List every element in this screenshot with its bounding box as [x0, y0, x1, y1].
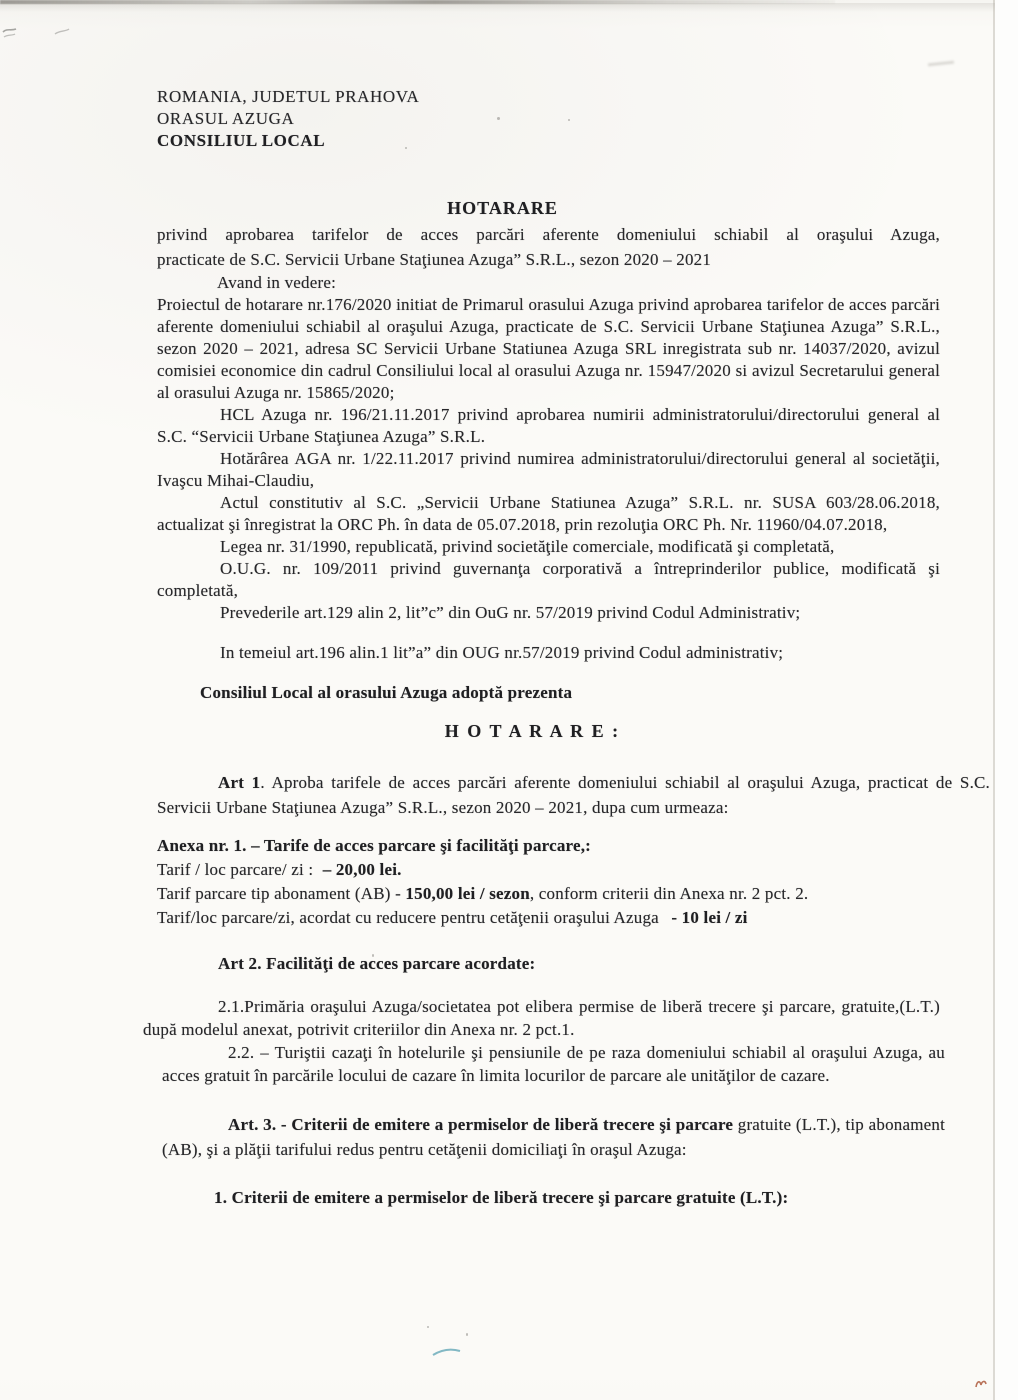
red-ink-mark-icon [974, 1377, 988, 1391]
tarif-line-zi [157, 858, 940, 882]
page-fold-line [993, 0, 995, 1400]
tarif-abonament-pre: Tarif parcare tip abonament (AB) - [157, 884, 406, 903]
paragraph-prevederile: Prevederile art.129 alin 2, lit”c” din OuG nr. 57/2019 privind Codul Administrativ; [220, 603, 801, 622]
article-3-bold: Art. 3. - Criterii de emitere a permiselor de liberă trecere şi parcare [228, 1115, 734, 1134]
doc-title: HOTARARE [447, 198, 558, 218]
tarif-redus-pre: Tarif/loc parcare/zi, acordat cu reducere pentru cetăţenii oraşului Azuga [157, 908, 664, 927]
pencil-tick-icon [54, 27, 70, 37]
article-1-text: . Aproba tarifele de acces parcări aferente domeniului schiabil al oraşului Azuga, practicat de S.C. Servicii Urbane Staţiunea Azuga” S.R.L., sezon 2020 – 2021, dupa cum urmeaza: [157, 773, 991, 817]
header-city-line: ORASUL AZUGA [157, 109, 295, 128]
paper-speck [466, 1333, 468, 1336]
paragraph-2-2: 2.2. – Turiştii cazaţi în hotelurile şi pensiunile de pe raza domeniului schiabil al oraşului Azuga, au acces gratuit în parcările locului de cazare în limita locurilor de parcare ale unităţilor de cazare. [162, 1043, 945, 1085]
tarif-zi-label: Tarif / loc parcare/ zi : [157, 860, 318, 879]
anexa-1-block [157, 834, 940, 930]
paper-smudge [928, 61, 954, 67]
paragraph-act-constitutiv: Actul constitutiv al S.C. „Servicii Urbane Statiunea Azuga” S.R.L. nr. SUSA 603/28.06.2018, actualizat şi înregistrat la ORC Ph. în data de 05.07.2018, prin rezoluţia ORC Ph. Nr. 11960/04.07.2018, [157, 493, 940, 534]
article-1-label: Art 1 [218, 773, 261, 792]
paper-right-margin [995, 0, 1018, 1400]
paragraph-hcl: HCL Azuga nr. 196/21.11.2017 privind aprobarea numirii administratorului/directorului general al S.C. “Servicii Urbane Staţiunea Azuga” S.R.L. [157, 405, 940, 446]
paragraph-aga: Hotărârea AGA nr. 1/22.11.2017 privind numirea administratorului/directorului general al societăţii, Ivaşcu Mihai-Claudiu, [157, 449, 940, 490]
article-3 [162, 1112, 945, 1162]
article-2-heading: Art 2. Facilităţi de acces parcare acordate: [218, 954, 536, 973]
tarif-abonament-post: , conform criterii din Anexa nr. 2 pct. 2. [529, 884, 809, 903]
tarif-zi-value: – 20,00 lei. [322, 860, 402, 879]
document-content [143, 86, 991, 1209]
paper-speck [427, 1326, 429, 1328]
header-council-line: CONSILIUL LOCAL [157, 131, 326, 150]
paragraph-legea: Legea nr. 31/1990, republicată, privind societăţile comerciale, modificată şi completată, [220, 537, 835, 556]
doc-subtitle-line2: practicate de S.C. Servicii Urbane Staţiunea Azuga” S.R.L., sezon 2020 – 2021 [157, 250, 712, 269]
anexa-1-heading: Anexa nr. 1. – Tarife de acces parcare şi facilităţi parcare,: [157, 836, 592, 855]
paragraph-proiect: Proiectul de hotarare nr.176/2020 initiat de Primarul orasului Azuga privind aprobarea tarifelor de acces parcări aferente domeniului schiabil al oraşului Azuga, practicate de S.C. Servicii Urbane Staţiunea Azuga” S.R.L., sezon 2020 – 2021, adresa SC Servicii Urbane Statiunea Azuga SRL inregistrata sub nr. 14037/2020, avizul comisiei economice din cadrul Consiliului local al orasului Azuga nr. 15947/2020 si avizul Secretarului general al orasului Azuga nr. 15865/2020; [157, 295, 940, 402]
header-country-line: ROMANIA, JUDETUL PRAHOVA [157, 87, 420, 106]
pencil-mark-icon [2, 26, 24, 40]
article-1 [157, 770, 990, 820]
tarif-abonament-value: 150,00 lei / sezon [405, 884, 530, 903]
blue-pen-mark-icon [432, 1347, 462, 1359]
tarif-line-redus [157, 906, 940, 930]
paragraph-oug109: O.U.G. nr. 109/2011 privind guvernanţa corporativă a întreprinderilor publice, modificată şi completată, [157, 559, 940, 600]
tarif-redus-value: - 10 lei / zi [671, 908, 748, 927]
paragraph-2-1: 2.1.Primăria oraşului Azuga/societatea pot elibera permise de liberă trecere şi parcare, gratuite,(L.T.) după modelul anexat, potrivit criteriilor din Anexa nr. 2 pct.1. [143, 997, 940, 1039]
paragraph-temei: In temeiul art.196 alin.1 lit”a” din OUG nr.57/2019 privind Codul administrativ; [220, 643, 784, 662]
criterii-item-1: 1. Criterii de emitere a permiselor de liberă trecere şi parcare gratuite (L.T.): [214, 1188, 789, 1207]
paragraph-adopta: Consiliul Local al orasului Azuga adoptă prezenta [200, 683, 573, 702]
tarif-line-abonament [157, 882, 940, 906]
doc-subtitle-line1: privind aprobarea tarifelor de acces parcări aferente domeniului schiabil al oraşului Azuga, [157, 225, 940, 244]
article-3-normal: gratuite (L.T.), tip abonament (AB), şi a plăţii tarifului redus pentru cetăţenii domiciliaţi în oraşul Azuga: [162, 1115, 946, 1159]
preamble-intro: Avand in vedere: [217, 273, 337, 292]
scan-edge-top-shadow [0, 3, 1018, 12]
decision-heading: H O T A R A R E : [444, 721, 621, 741]
